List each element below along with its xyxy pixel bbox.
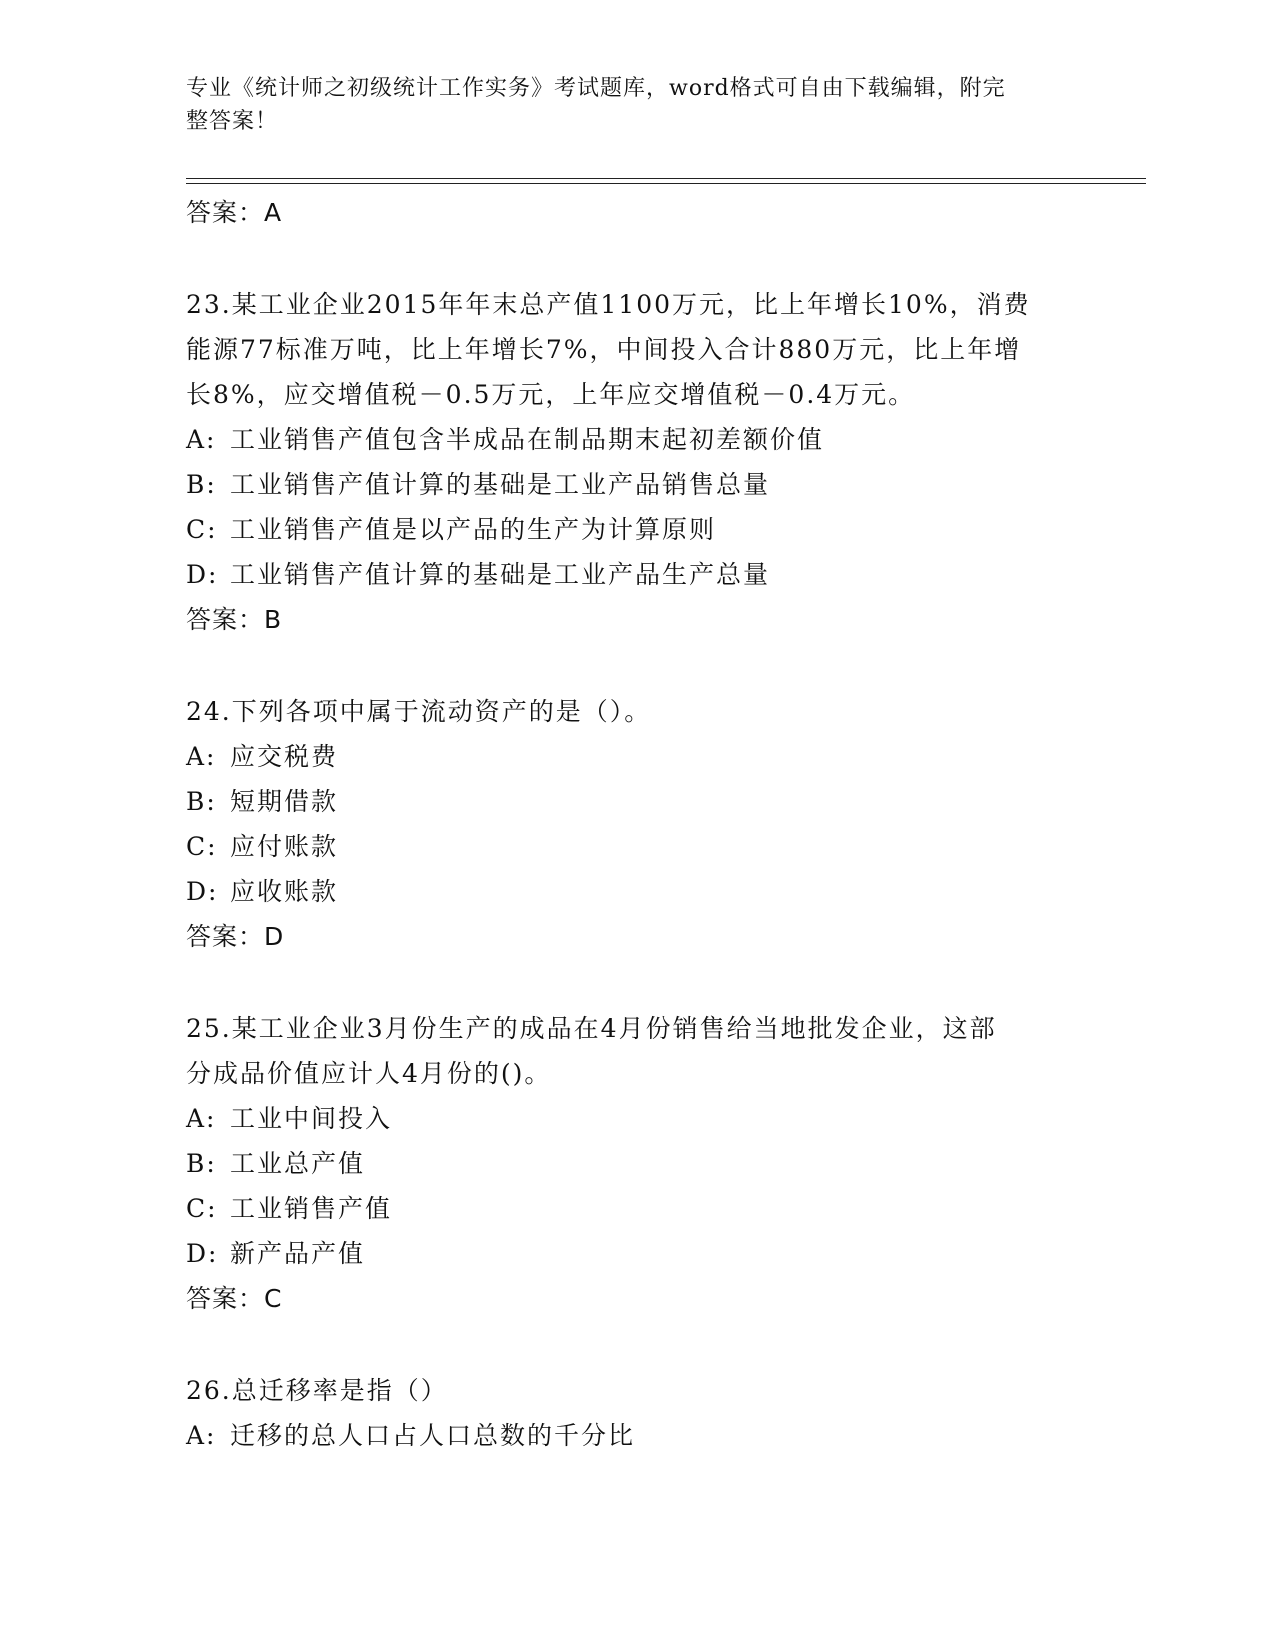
previous-answer: 答案：A [186, 198, 283, 227]
option-b: B: 工业总产值 [186, 1149, 366, 1178]
option-b: B: 短期借款 [186, 787, 339, 816]
stem-line: 分成品价值应计人4月份的()。 [186, 1059, 552, 1088]
spacer [186, 959, 1086, 1006]
option-d: D: 工业销售产值计算的基础是工业产品生产总量 [186, 560, 771, 589]
answer: 答案：D [186, 922, 285, 951]
stem-line: 长8%，应交增值税－0.5万元，上年应交增值税－0.4万元。 [186, 380, 916, 409]
answer: 答案：C [186, 1284, 283, 1313]
spacer [186, 235, 1086, 282]
question-list [186, 190, 1086, 1458]
header-line-1: 专业《统计师之初级统计工作实务》考试题库，word格式可自由下载编辑，附完 [186, 76, 1006, 101]
spacer [186, 1321, 1086, 1368]
page-header [186, 72, 1086, 138]
spacer [186, 642, 1086, 689]
option-c: C: 工业销售产值是以产品的生产为计算原则 [186, 515, 717, 544]
question-stem [186, 1006, 1086, 1096]
option-b: B: 工业销售产值计算的基础是工业产品销售总量 [186, 470, 771, 499]
option-d: D: 应收账款 [186, 877, 339, 906]
option-c: C: 工业销售产值 [186, 1194, 393, 1223]
header-rule-bottom [186, 183, 1146, 184]
question-23 [186, 282, 1086, 642]
question-24 [186, 689, 1086, 959]
stem-line: 25.某工业企业3月份生产的成品在4月份销售给当地批发企业，这部 [186, 1014, 997, 1043]
answer: 答案：B [186, 605, 283, 634]
question-stem [186, 1368, 1086, 1413]
stem-line: 26.总迁移率是指（） [186, 1376, 448, 1405]
header-rule-top [186, 178, 1146, 179]
option-d: D: 新产品产值 [186, 1239, 366, 1268]
header-line-2: 整答案！ [186, 109, 279, 134]
stem-line: 能源77标准万吨，比上年增长7%，中间投入合计880万元，比上年增 [186, 335, 1022, 364]
option-a: A: 工业销售产值包含半成品在制品期末起初差额价值 [186, 425, 825, 454]
question-stem [186, 282, 1086, 417]
option-a: A: 应交税费 [186, 742, 339, 771]
question-25 [186, 1006, 1086, 1321]
question-stem [186, 689, 1086, 734]
option-c: C: 应付账款 [186, 832, 339, 861]
question-26 [186, 1368, 1086, 1458]
stem-line: 23.某工业企业2015年年末总产值1100万元，比上年增长10%，消费 [186, 290, 1031, 319]
option-a: A: 迁移的总人口占人口总数的千分比 [186, 1421, 636, 1450]
option-a: A: 工业中间投入 [186, 1104, 393, 1133]
stem-line: 24.下列各项中属于流动资产的是（）。 [186, 697, 652, 726]
